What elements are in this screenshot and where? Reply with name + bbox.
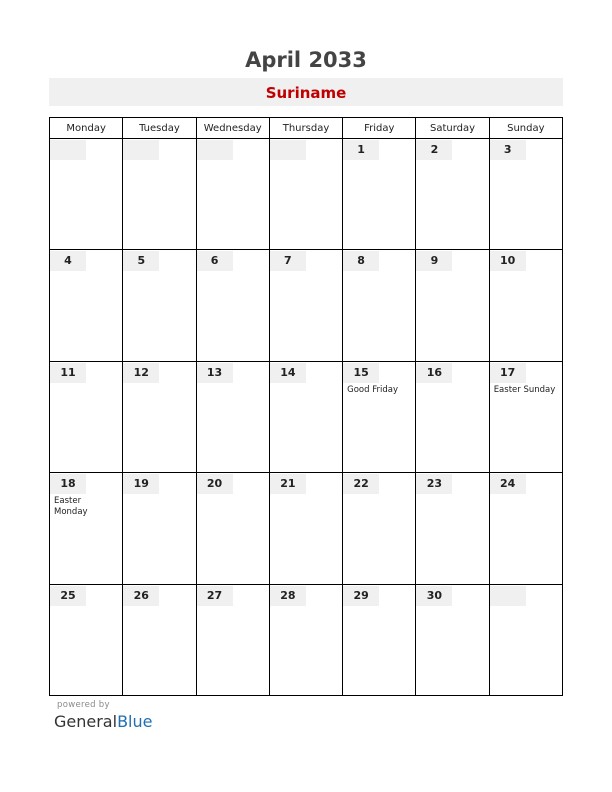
day-number: 18 xyxy=(50,474,86,494)
day-cell xyxy=(123,584,196,695)
day-cell xyxy=(416,473,489,584)
day-cell xyxy=(50,361,123,472)
day-number: 10 xyxy=(490,251,526,271)
week-row xyxy=(50,584,563,695)
weekday-header: Tuesday xyxy=(123,118,196,139)
day-number xyxy=(197,140,233,160)
week-row xyxy=(50,361,563,472)
day-number: 13 xyxy=(197,363,233,383)
week-row xyxy=(50,473,563,584)
day-number: 17 xyxy=(490,363,526,383)
day-cell xyxy=(269,361,342,472)
country-name: Suriname xyxy=(265,84,347,102)
day-cell xyxy=(196,139,269,250)
day-cell xyxy=(123,473,196,584)
day-number: 11 xyxy=(50,363,86,383)
weekday-header: Sunday xyxy=(489,118,562,139)
holiday-label: Good Friday xyxy=(347,384,398,395)
calendar-title: April 2033 xyxy=(245,48,367,72)
day-cell xyxy=(343,250,416,361)
day-number: 24 xyxy=(490,474,526,494)
day-cell xyxy=(416,584,489,695)
powered-by-text: powered by xyxy=(57,700,110,710)
day-number: 21 xyxy=(270,474,306,494)
brand-blue-text: Blue xyxy=(117,712,153,731)
holiday-label: Easter Sunday xyxy=(493,384,556,395)
weekday-header: Wednesday xyxy=(196,118,269,139)
day-cell xyxy=(489,250,562,361)
day-cell xyxy=(50,250,123,361)
day-cell xyxy=(50,584,123,695)
day-cell xyxy=(489,584,562,695)
day-cell xyxy=(196,361,269,472)
day-number: 3 xyxy=(490,140,526,160)
holiday-label: Easter Monday xyxy=(54,496,88,518)
day-number xyxy=(50,140,86,160)
day-cell xyxy=(196,250,269,361)
calendar-grid xyxy=(49,117,563,696)
day-number: 23 xyxy=(416,474,452,494)
weekday-header: Monday xyxy=(50,118,123,139)
day-cell xyxy=(416,139,489,250)
weekday-header: Friday xyxy=(343,118,416,139)
day-cell xyxy=(269,139,342,250)
day-cell xyxy=(416,250,489,361)
day-number xyxy=(490,586,526,606)
weekday-header: Saturday xyxy=(416,118,489,139)
day-number: 15 xyxy=(343,363,379,383)
day-number: 2 xyxy=(416,140,452,160)
week-row xyxy=(50,250,563,361)
day-number: 25 xyxy=(50,586,86,606)
brand-general-text: General xyxy=(54,712,118,731)
day-cell xyxy=(343,139,416,250)
day-number: 9 xyxy=(416,251,452,271)
day-cell xyxy=(50,473,123,584)
day-number: 22 xyxy=(343,474,379,494)
day-number: 8 xyxy=(343,251,379,271)
day-cell xyxy=(123,361,196,472)
day-cell xyxy=(123,250,196,361)
generalblue-logo[interactable] xyxy=(54,712,152,731)
day-number: 6 xyxy=(197,251,233,271)
day-cell xyxy=(50,139,123,250)
day-cell xyxy=(196,584,269,695)
day-number: 4 xyxy=(50,251,86,271)
day-cell xyxy=(269,584,342,695)
day-number: 19 xyxy=(123,474,159,494)
day-number: 28 xyxy=(270,586,306,606)
day-cell xyxy=(269,250,342,361)
day-number: 27 xyxy=(197,586,233,606)
day-cell xyxy=(489,361,562,472)
day-cell xyxy=(269,473,342,584)
day-cell xyxy=(123,139,196,250)
weekday-header-row xyxy=(50,118,563,139)
day-number: 7 xyxy=(270,251,306,271)
day-cell xyxy=(343,584,416,695)
day-number: 1 xyxy=(343,140,379,160)
day-cell xyxy=(489,139,562,250)
day-cell xyxy=(343,473,416,584)
day-cell xyxy=(489,473,562,584)
day-number xyxy=(123,140,159,160)
day-cell xyxy=(416,361,489,472)
day-number: 20 xyxy=(197,474,233,494)
week-row xyxy=(50,139,563,250)
day-cell xyxy=(196,473,269,584)
day-number: 30 xyxy=(416,586,452,606)
day-number: 12 xyxy=(123,363,159,383)
day-number: 29 xyxy=(343,586,379,606)
day-cell xyxy=(343,361,416,472)
day-number xyxy=(270,140,306,160)
day-number: 26 xyxy=(123,586,159,606)
weekday-header: Thursday xyxy=(269,118,342,139)
day-number: 5 xyxy=(123,251,159,271)
day-number: 14 xyxy=(270,363,306,383)
day-number: 16 xyxy=(416,363,452,383)
